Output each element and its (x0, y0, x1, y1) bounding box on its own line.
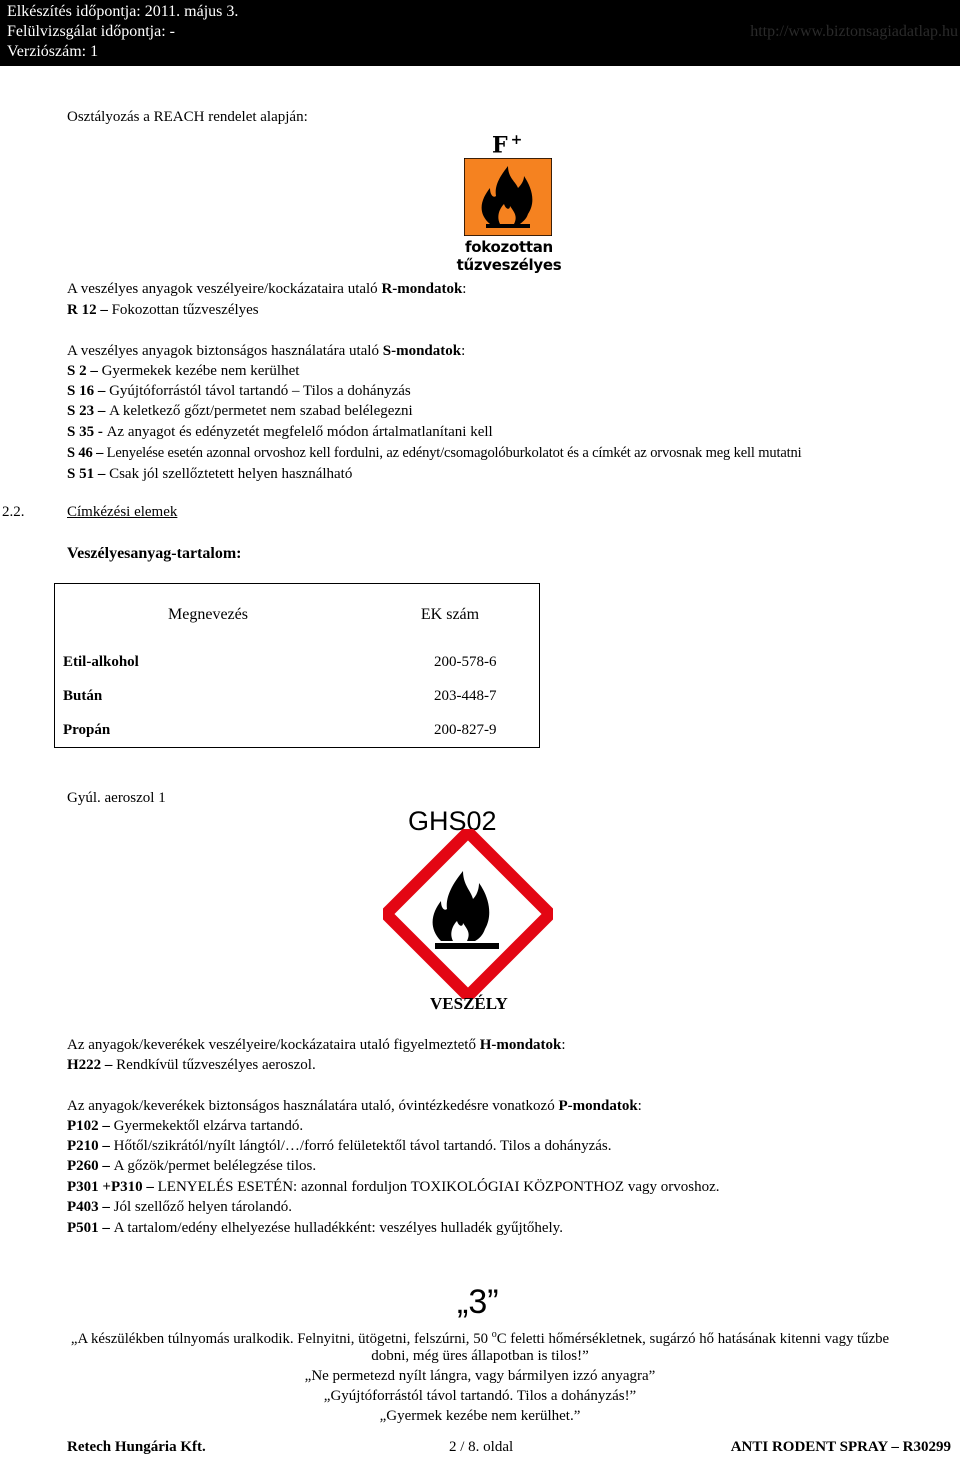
p-statement-item (67, 1198, 292, 1217)
column-header-name: Megnevezés (168, 605, 248, 623)
h-statements-label: H-mondatok (479, 1037, 562, 1053)
r-phrase-text: Fokozottan tűzveszélyes (111, 302, 259, 318)
s-phrases-intro-text: A veszélyes anyagok biztonságos használatára utaló (67, 343, 383, 359)
header-url-link[interactable]: http://www.biztonsagiadatlap.hu (750, 23, 958, 40)
footer-company: Retech Hungária Kft. (67, 1439, 206, 1455)
ghs-code: GHS02 (408, 806, 497, 836)
s-phrase-item (67, 402, 413, 421)
s-phrase-dash: – (92, 445, 107, 461)
p-statements-intro-text: Az anyagok/keverékek biztonságos használatára utaló, óvintézkedésre vonatkozó (67, 1098, 559, 1114)
s-phrase-text: Gyermekek kezébe nem kerülhet (101, 363, 300, 379)
p-statement-item (67, 1178, 719, 1197)
section-number: 2.2. (2, 504, 25, 520)
s-phrase-code: S 2 (67, 363, 87, 379)
p-statement-item (67, 1137, 612, 1156)
header-meta (7, 2, 238, 62)
p-statement-text: Jól szellőző helyen tárolandó. (113, 1199, 292, 1215)
section-title: Címkézési elemek (67, 504, 178, 520)
s-phrase-code: S 16 (67, 383, 95, 399)
s-phrases-intro (67, 342, 465, 361)
p-statement-text: LENYELÉS ESETÉN: azonnal forduljon TOXIKOLÓGIAI KÖZPONTHOZ vagy orvoshoz. (157, 1179, 720, 1195)
ghs02-flame-pictogram-icon (383, 829, 553, 999)
p-statement-code: P260 (67, 1158, 99, 1174)
symbol-letter: F (492, 132, 508, 159)
p-statements-intro (67, 1097, 642, 1116)
aerosol-mark: „3” (457, 1283, 499, 1321)
warning-line-1-end: C feletti hőmérsékletnek, sugárzó hő hatásának kitenni vagy tűzbe (496, 1330, 890, 1347)
h-statements-intro (67, 1036, 566, 1055)
p-statement-text: Hőtől/szikrától/nyílt lángtól/…/forró felületektől távol tartandó. Tilos a dohányzás. (113, 1138, 612, 1154)
p-statement-item (67, 1219, 563, 1238)
p-statement-code: P403 (67, 1199, 99, 1215)
warning-line-4: „Gyújtóforrástól távol tartandó. Tilos a dohányzás!” (323, 1388, 637, 1404)
p-statement-item (67, 1157, 316, 1176)
s-phrase-text: Csak jól szellőztetett helyen használható (109, 466, 353, 482)
substance-name: Etil-alkohol (63, 653, 139, 670)
h-statement-code: H222 (67, 1057, 102, 1073)
warning-line-1-start: „A készülékben túlnyomás uralkodik. Felnyitni, ütögetni, felszúrni, 50 (70, 1330, 492, 1347)
p-statement-text: Gyermekektől elzárva tartandó. (113, 1118, 304, 1134)
p-statement-text: A tartalom/edény elhelyezése hulladékként: veszélyes hulladék gyűjtőhely. (113, 1220, 563, 1236)
r-phrases-colon: : (462, 281, 467, 297)
symbol-superscript: + (510, 132, 523, 148)
table-row (55, 645, 540, 679)
footer-page-number: 2 / 8. oldal (449, 1439, 514, 1455)
s-phrase-dash: – (94, 383, 110, 399)
column-header-ec-number: EK szám (420, 605, 480, 623)
table-header-row (55, 584, 540, 646)
s-phrase-item (67, 423, 493, 442)
r-phrase-item (67, 301, 259, 320)
s-phrases-colon: : (461, 343, 466, 359)
s-phrase-code: S 23 (67, 403, 95, 419)
s-phrase-dash: – (94, 403, 110, 419)
header-created-date: Elkészítés időpontja: 2011. május 3. (7, 3, 239, 20)
flame-orange-icon (464, 158, 552, 236)
ec-number: 200-578-6 (434, 653, 497, 670)
h-statements-colon: : (561, 1037, 566, 1053)
page-header (0, 0, 960, 66)
h-statement-text: Rendkívül tűzveszélyes aeroszol. (116, 1057, 316, 1073)
r-phrase-dash: – (96, 302, 112, 318)
r-phrases-label: R-mondatok (381, 281, 463, 297)
header-version: Verziószám: 1 (7, 43, 99, 60)
ghs-category: Gyúl. aeroszol 1 (67, 790, 166, 806)
s-phrase-code: S 51 (67, 466, 95, 482)
p-statement-text: A gőzök/permet belélegzése tilos. (113, 1158, 317, 1174)
p-statement-dash: – (98, 1220, 114, 1236)
p-statement-dash: – (98, 1118, 114, 1134)
s-phrase-dash: – (86, 363, 102, 379)
p-statement-item (67, 1117, 303, 1136)
s-phrase-code: S 35 (67, 424, 95, 440)
s-phrase-dash: – (94, 466, 110, 482)
s-phrases-label: S-mondatok (382, 343, 462, 359)
s-phrase-dash: - (94, 424, 107, 440)
substance-name: Bután (63, 687, 103, 704)
s-phrase-text: A keletkező gőzt/permetet nem szabad belélegezni (109, 403, 413, 419)
s-phrase-item (67, 362, 299, 381)
p-statement-dash: – (142, 1179, 158, 1195)
r-phrase-code: R 12 (67, 302, 97, 318)
p-statement-dash: – (98, 1158, 114, 1174)
warning-line-3: „Ne permetezd nyílt lángra, vagy bármilyen izzó anyagra” (304, 1368, 656, 1384)
h-statements-intro-text: Az anyagok/keverékek veszélyeire/kockázataira utaló figyelmeztető (67, 1037, 480, 1053)
hazardous-content-table (54, 583, 540, 748)
f-plus-symbol (418, 128, 600, 274)
table-row (55, 713, 540, 748)
ec-number: 203-448-7 (434, 687, 497, 704)
p-statements-label: P-mondatok (558, 1098, 638, 1114)
s-phrase-code: S 46 (67, 445, 93, 461)
r-phrases-intro (67, 280, 466, 299)
header-review-date: Felülvizsgálat időpontja: - (7, 23, 175, 40)
s-phrase-text: Gyújtóforrástól távol tartandó – Tilos a dohányzás (109, 383, 411, 399)
symbol-caption: fokozottan tűzveszélyes (456, 238, 562, 274)
s-phrase-text: Az anyagot és edényzetét megfelelő módon ártalmatlanítani kell (106, 424, 493, 440)
p-statement-dash: – (98, 1199, 114, 1215)
s-phrase-item (67, 444, 802, 463)
signal-word: VESZÉLY (430, 994, 508, 1013)
p-statement-code: P102 (67, 1118, 99, 1134)
r-phrases-intro-text: A veszélyes anyagok veszélyeire/kockázataira utaló (67, 281, 382, 297)
h-statement-dash: – (101, 1057, 117, 1073)
p-statement-code: P301 +P310 (67, 1179, 143, 1195)
p-statements-colon: : (637, 1098, 642, 1114)
warning-line-2: dobni, még üres állapotban is tilos!” (371, 1348, 589, 1364)
s-phrase-item (67, 465, 352, 484)
s-phrase-item (67, 382, 411, 401)
s-phrase-text: Lenyelése esetén azonnal orvoshoz kell fordulni, az edényt/csomagolóburkolatot és a címkét az orvosnak meg kell mutatni (106, 445, 802, 461)
p-statement-dash: – (98, 1138, 114, 1154)
warning-line-5: „Gyermek kezébe nem kerülhet.” (379, 1408, 581, 1424)
p-statement-code: P210 (67, 1138, 99, 1154)
classification-heading: Osztályozás a REACH rendelet alapján: (67, 109, 308, 125)
substance-name: Propán (63, 721, 111, 738)
footer-product: ANTI RODENT SPRAY – R30299 (730, 1439, 951, 1455)
hazardous-content-heading: Veszélyesanyag-tartalom: (67, 545, 242, 562)
ec-number: 200-827-9 (434, 721, 497, 738)
table-row (55, 679, 540, 713)
warning-degree-sup: o (491, 1329, 497, 1340)
h-statement-item (67, 1056, 316, 1075)
p-statement-code: P501 (67, 1220, 99, 1236)
